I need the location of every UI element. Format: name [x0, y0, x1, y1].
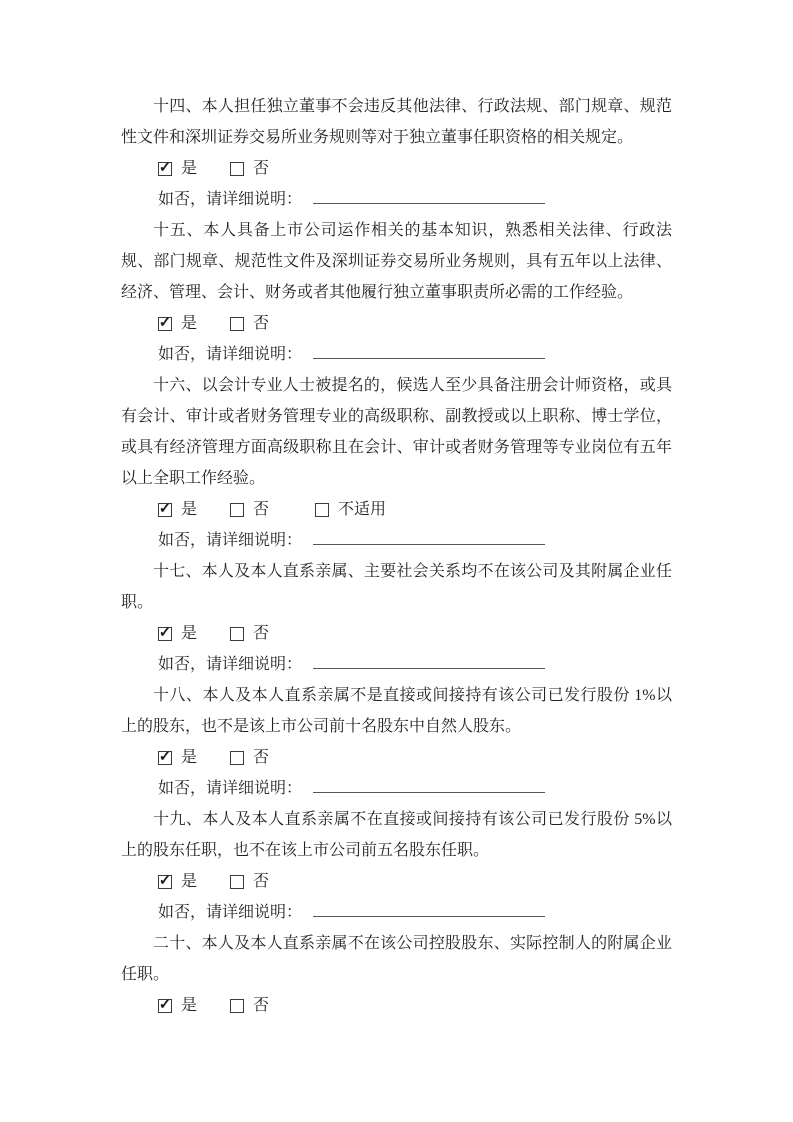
item-15-explain-row	[121, 339, 672, 370]
checkbox-unchecked-icon[interactable]	[315, 503, 329, 517]
option-no[interactable]	[230, 308, 269, 339]
checkbox-unchecked-icon[interactable]	[230, 999, 244, 1013]
item-20-statement: 二十、本人及本人直系亲属不在该公司控股股东、实际控制人的附属企业任职。	[121, 935, 672, 983]
option-yes[interactable]	[158, 308, 197, 339]
checkbox-unchecked-icon[interactable]	[230, 317, 244, 331]
explain-blank-line[interactable]	[313, 902, 545, 917]
declaration-item-20	[121, 928, 672, 1021]
explain-blank-line[interactable]	[313, 654, 545, 669]
option-label: 是	[181, 501, 198, 518]
option-label: 否	[253, 873, 270, 890]
explain-label: 如否，请详细说明：	[158, 904, 303, 921]
checkbox-unchecked-icon[interactable]	[230, 503, 244, 517]
option-yes[interactable]	[158, 153, 197, 184]
declaration-item-14	[121, 91, 672, 215]
explain-blank-line[interactable]	[313, 530, 545, 545]
checkbox-checked-icon[interactable]: ✓	[158, 749, 172, 765]
option-label: 否	[253, 501, 270, 518]
option-no[interactable]	[230, 866, 269, 897]
item-15-options	[121, 308, 672, 339]
checkbox-unchecked-icon[interactable]	[230, 627, 244, 641]
explain-blank-line[interactable]	[313, 778, 545, 793]
declaration-item-15	[121, 215, 672, 370]
option-label: 是	[181, 315, 198, 332]
option-label: 否	[253, 749, 270, 766]
checkbox-checked-icon[interactable]: ✓	[158, 873, 172, 889]
item-14-explain-row	[121, 184, 672, 215]
option-label: 否	[253, 997, 270, 1014]
item-14-options	[121, 153, 672, 184]
item-18-options	[121, 742, 672, 773]
option-label: 否	[253, 160, 270, 177]
option-yes[interactable]	[158, 494, 197, 525]
item-14-statement: 十四、本人担任独立董事不会违反其他法律、行政法规、部门规章、规范性文件和深圳证券交易所业务规则等对于独立董事任职资格的相关规定。	[121, 98, 672, 146]
explain-label: 如否，请详细说明：	[158, 346, 303, 363]
item-16-explain-row	[121, 525, 672, 556]
checkbox-checked-icon[interactable]: ✓	[158, 501, 172, 517]
checkbox-checked-icon[interactable]: ✓	[158, 315, 172, 331]
option-label: 是	[181, 873, 198, 890]
option-label: 是	[181, 625, 198, 642]
option-label: 不适用	[338, 501, 387, 518]
option-no[interactable]	[230, 494, 269, 525]
option-label: 是	[181, 997, 198, 1014]
explain-label: 如否，请详细说明：	[158, 191, 303, 208]
option-no[interactable]	[230, 618, 269, 649]
explain-label: 如否，请详细说明：	[158, 532, 303, 549]
checkbox-unchecked-icon[interactable]	[230, 875, 244, 889]
item-18-explain-row	[121, 773, 672, 804]
option-no[interactable]	[230, 990, 269, 1021]
item-17-statement: 十七、本人及本人直系亲属、主要社会关系均不在该公司及其附属企业任职。	[121, 563, 672, 611]
explain-label: 如否，请详细说明：	[158, 656, 303, 673]
option-label: 是	[181, 749, 198, 766]
option-not-applicable[interactable]	[315, 494, 386, 525]
item-17-options	[121, 618, 672, 649]
option-yes[interactable]	[158, 618, 197, 649]
declaration-item-16	[121, 370, 672, 556]
explain-label: 如否，请详细说明：	[158, 780, 303, 797]
option-no[interactable]	[230, 742, 269, 773]
checkbox-unchecked-icon[interactable]	[230, 751, 244, 765]
option-label: 否	[253, 315, 270, 332]
option-no[interactable]	[230, 153, 269, 184]
option-label: 否	[253, 625, 270, 642]
explain-blank-line[interactable]	[313, 189, 545, 204]
checkbox-checked-icon[interactable]: ✓	[158, 997, 172, 1013]
item-16-statement: 十六、以会计专业人士被提名的，候选人至少具备注册会计师资格，或具有会计、审计或者财务管理专业的高级职称、副教授或以上职称、博士学位，或具有经济管理方面高级职称且在会计、审计或者财务管理等专业岗位有五年以上全职工作经验。	[121, 377, 672, 487]
checkbox-unchecked-icon[interactable]	[230, 162, 244, 176]
item-19-explain-row	[121, 897, 672, 928]
declaration-item-18	[121, 680, 672, 804]
item-18-statement: 十八、本人及本人直系亲属不是直接或间接持有该公司已发行股份 1%以上的股东，也不是该上市公司前十名股东中自然人股东。	[121, 687, 672, 735]
option-yes[interactable]	[158, 742, 197, 773]
item-15-statement: 十五、本人具备上市公司运作相关的基本知识，熟悉相关法律、行政法规、部门规章、规范性文件及深圳证券交易所业务规则，具有五年以上法律、经济、管理、会计、财务或者其他履行独立董事职责所必需的工作经验。	[121, 222, 672, 301]
option-yes[interactable]	[158, 990, 197, 1021]
item-16-options	[121, 494, 672, 525]
declaration-item-17	[121, 556, 672, 680]
checkbox-checked-icon[interactable]: ✓	[158, 625, 172, 641]
option-label: 是	[181, 160, 198, 177]
item-17-explain-row	[121, 649, 672, 680]
declaration-item-19	[121, 804, 672, 928]
declaration-items	[121, 91, 672, 1021]
item-20-options	[121, 990, 672, 1021]
item-19-options	[121, 866, 672, 897]
option-yes[interactable]	[158, 866, 197, 897]
checkbox-checked-icon[interactable]: ✓	[158, 160, 172, 176]
explain-blank-line[interactable]	[313, 344, 545, 359]
item-19-statement: 十九、本人及本人直系亲属不在直接或间接持有该公司已发行股份 5%以上的股东任职，也不在该上市公司前五名股东任职。	[121, 811, 672, 859]
